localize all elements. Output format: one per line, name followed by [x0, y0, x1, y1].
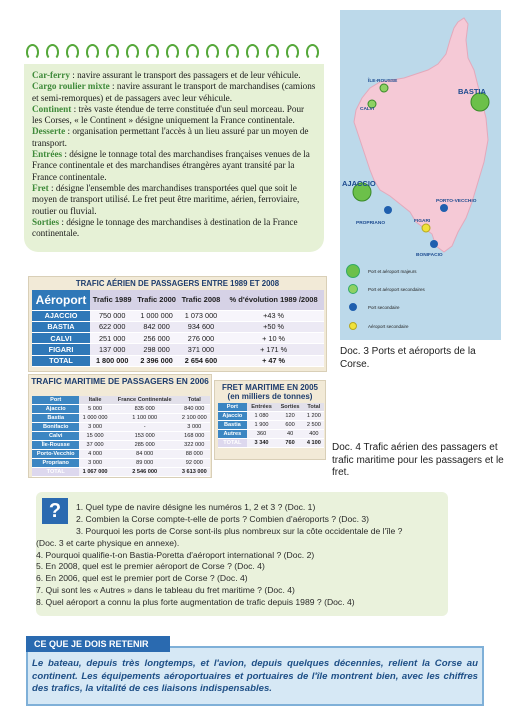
- row-label: Ajaccio: [32, 405, 79, 414]
- cell-value: 360: [247, 430, 277, 439]
- legend-row: [346, 284, 425, 294]
- city-label: BASTIA: [458, 87, 486, 96]
- table-row: [32, 310, 324, 321]
- legend-row: [346, 322, 409, 330]
- question-item: 3. Pourquoi les ports de Corse sont-ils plus nombreux sur la côte occidentale de l'île ?: [76, 526, 403, 536]
- cell-value: 2 654 600: [179, 355, 223, 366]
- table-row: [32, 405, 210, 414]
- cell-value: 400: [304, 430, 324, 439]
- cell-value: 1 067 000: [79, 467, 110, 476]
- cell-value: 835 000: [111, 405, 179, 414]
- ile-rousse-marker: [380, 84, 388, 92]
- cell-value: 4 100: [304, 439, 324, 448]
- cell-value: 298 000: [134, 344, 178, 355]
- question-item: 7. Qui sont les « Autres » dans le tableau du fret maritime ? (Doc. 4): [36, 585, 295, 595]
- cell-value: 15 000: [79, 432, 110, 441]
- column-header: % d'évolution 1989 /2008: [223, 290, 324, 310]
- cell-value: 371 000: [179, 344, 223, 355]
- cell-value: 2 100 000: [179, 414, 210, 423]
- cell-value: 256 000: [134, 333, 178, 344]
- maritime-table-title: TRAFIC MARITIME DE PASSAGERS EN 2006: [31, 376, 209, 386]
- cell-value: 1 000 000: [79, 414, 110, 423]
- question-item: (Doc. 3 et carte physique en annexe).: [36, 538, 180, 548]
- glossary-definition: : navire assurant le transport de marchandises (camions et semi-remorques) et de passagers avec leur véhicule.: [32, 81, 316, 103]
- cell-value: 1 900: [247, 421, 277, 430]
- city-label: BONIFACIO: [416, 253, 443, 258]
- cell-value: 3 000: [79, 423, 110, 432]
- cell-value: 40: [276, 430, 303, 439]
- table-row: [32, 458, 210, 467]
- row-label: Ajaccio: [218, 412, 247, 421]
- glossary-entry: [32, 149, 316, 183]
- cell-value: 88 000: [179, 449, 210, 458]
- question-item: 5. En 2008, quel est le premier aéroport de Corse ? (Doc. 4): [36, 561, 265, 571]
- table-row: [32, 449, 210, 458]
- cell-value: 2 500: [304, 421, 324, 430]
- column-header: Italie: [79, 396, 110, 405]
- spiral-ring-icon: [206, 44, 219, 60]
- cell-value: 322 000: [179, 440, 210, 449]
- column-header: France Continentale: [111, 396, 179, 405]
- cell-value: 3 340: [247, 439, 277, 448]
- city-label: PORTO-VECCHIO: [436, 199, 477, 204]
- table-row: [218, 412, 324, 421]
- doc4-caption: Doc. 4 Trafic aérien des passagers et trafic maritime pour les passagers et le fret.: [332, 442, 504, 478]
- glossary-entry: [32, 81, 316, 104]
- figari-marker: [422, 224, 430, 232]
- cell-value: 622 000: [90, 321, 134, 332]
- cell-value: 1 800 000: [90, 355, 134, 366]
- cell-value: 168 000: [179, 432, 210, 441]
- glossary-box: [24, 64, 324, 252]
- air-traffic-table-box: [28, 276, 327, 372]
- table-row: [32, 321, 324, 332]
- spiral-ring-icon: [246, 44, 259, 60]
- table-row: [32, 432, 210, 441]
- glossary-entry: [32, 70, 316, 81]
- cell-value: 137 000: [90, 344, 134, 355]
- cell-value: 600: [276, 421, 303, 430]
- legend-label: Port secondaire: [368, 304, 400, 310]
- row-label: Calvi: [32, 432, 79, 441]
- spiral-ring-icon: [146, 44, 159, 60]
- cell-value: 89 000: [111, 458, 179, 467]
- spiral-ring-icon: [226, 44, 239, 60]
- legend-label: Port et aéroport majeurs: [368, 268, 417, 274]
- header-row: [32, 290, 324, 310]
- city-label: AJACCIO: [342, 179, 376, 188]
- column-header: Trafic 2000: [134, 290, 178, 310]
- glossary-definition: : désigne l'ensemble des marchandises transportées quel que soit le moyen de transport utilisé. Le fret peut être maritime, aérien, ferroviaire, routier ou fluvial.: [32, 182, 300, 216]
- column-header: Entrées: [247, 403, 277, 412]
- glossary-term: Entrées: [32, 149, 63, 160]
- city-label: CALVI: [360, 107, 375, 112]
- table-row: [32, 344, 324, 355]
- cell-value: 37 000: [79, 440, 110, 449]
- row-label: TOTAL: [218, 439, 247, 448]
- header-row: [218, 403, 324, 412]
- airport-dot-icon: [349, 322, 357, 330]
- spiral-ring-icon: [86, 44, 99, 60]
- cell-value: 251 000: [90, 333, 134, 344]
- row-label: Propriano: [32, 458, 79, 467]
- spiral-ring-icon: [266, 44, 279, 60]
- table-row: [32, 414, 210, 423]
- question-item: 8. Quel aéroport a connu la plus forte augmentation de trafic depuis 1989 ? (Doc. 4): [36, 597, 355, 607]
- cell-value: -: [111, 423, 179, 432]
- cell-value: 1 100 000: [111, 414, 179, 423]
- glossary-term: Continent: [32, 103, 72, 114]
- summary-title: CE QUE JE DOIS RETENIR: [26, 636, 170, 652]
- cell-value: +43 %: [223, 310, 324, 321]
- question-mark-icon: ?: [42, 498, 68, 524]
- city-label: PROPRIANO: [356, 221, 386, 226]
- column-header: Aéroport: [32, 290, 90, 310]
- maritime-table-box: [28, 374, 212, 478]
- row-label: FIGARI: [32, 344, 90, 355]
- glossary-term: Cargo roulier mixte: [32, 81, 110, 92]
- cell-value: 5 000: [79, 405, 110, 414]
- cell-value: 153 000: [111, 432, 179, 441]
- row-label: AJACCIO: [32, 310, 90, 321]
- cell-value: 2 546 000: [111, 467, 179, 476]
- question-item: 2. Combien la Corse compte-t-elle de ports ? Combien d'aéroports ? (Doc. 3): [76, 514, 370, 524]
- column-header: Total: [304, 403, 324, 412]
- city-label: ÎLE-ROUSSE: [368, 79, 398, 84]
- cell-value: 2 396 000: [134, 355, 178, 366]
- glossary-term: Fret: [32, 182, 49, 193]
- cell-value: + 10 %: [223, 333, 324, 344]
- glossary-entry: [32, 183, 316, 217]
- glossary-definition: : navire assurant le transport des passagers et de leur véhicule.: [69, 70, 301, 80]
- cell-value: 842 000: [134, 321, 178, 332]
- corsica-island-svg: [340, 10, 501, 260]
- total-row: [32, 355, 324, 366]
- row-label: Bastia: [32, 414, 79, 423]
- row-label: Île-Rousse: [32, 440, 79, 449]
- propriano-marker: [384, 206, 392, 214]
- spiral-ring-icon: [286, 44, 299, 60]
- doc3-caption: Doc. 3 Ports et aéroports de la Corse.: [340, 346, 476, 370]
- question-item: 6. En 2006, quel est le premier port de Corse ? (Doc. 4): [36, 573, 248, 583]
- port-dot-icon: [349, 303, 357, 311]
- legend-row: [346, 303, 400, 311]
- column-header: Port: [218, 403, 247, 412]
- glossary-term: Sorties: [32, 216, 60, 227]
- header-row: [32, 396, 210, 405]
- column-header: Port: [32, 396, 79, 405]
- total-row: [218, 439, 324, 448]
- cell-value: +50 %: [223, 321, 324, 332]
- glossary-term: Desserte: [32, 126, 66, 137]
- cell-value: 1 073 000: [179, 310, 223, 321]
- glossary-term: Car-ferry: [32, 70, 70, 80]
- cell-value: 4 000: [79, 449, 110, 458]
- spiral-ring-icon: [66, 44, 79, 60]
- cell-value: 120: [276, 412, 303, 421]
- table-row: [32, 333, 324, 344]
- cell-value: 934 600: [179, 321, 223, 332]
- row-label: BASTIA: [32, 321, 90, 332]
- table-row: [218, 430, 324, 439]
- cell-value: 285 000: [111, 440, 179, 449]
- cell-value: 3 000: [79, 458, 110, 467]
- cell-value: 840 000: [179, 405, 210, 414]
- table-row: [32, 440, 210, 449]
- secondary-dot-icon: [348, 284, 358, 294]
- summary-text: Le bateau, depuis très longtemps, et l'avion, depuis quelques décennies, relient la Corse au continent. Les équipements aéroportuaires et portuaires de l'île montrent bien, avec les chiffres des trafics, la vitalité de ces liaisons indispensables.: [32, 658, 478, 694]
- spiral-ring-icon: [46, 44, 59, 60]
- notebook-spiral: [26, 44, 324, 66]
- spiral-ring-icon: [166, 44, 179, 60]
- legend-label: Port et aéroport secondaires: [368, 286, 425, 292]
- legend-row: [346, 264, 417, 278]
- glossary-entry: [32, 104, 316, 127]
- column-header: Trafic 1989: [90, 290, 134, 310]
- fret-table-box: [214, 380, 326, 460]
- cell-value: 3 613 000: [179, 467, 210, 476]
- glossary-definition: : organisation permettant l'accès à un lieu assuré par un moyen de transport.: [32, 126, 309, 148]
- cell-value: 760: [276, 439, 303, 448]
- maritime-table: [32, 396, 210, 477]
- glossary-definition: : très vaste étendue de terre constituée d'un seul morceau. Pour les Corses, « le Continent » désigne uniquement la France continentale.: [32, 103, 305, 126]
- cell-value: 92 000: [179, 458, 210, 467]
- column-header: Trafic 2008: [179, 290, 223, 310]
- air-traffic-table: [32, 290, 324, 367]
- glossary-definition: : désigne le tonnage des marchandises à destination de la France continentale.: [32, 216, 298, 239]
- cell-value: 3 000: [179, 423, 210, 432]
- question-item: 4. Pourquoi qualifie-t-on Bastia-Poretta d'aéroport international ? (Doc. 2): [36, 550, 315, 560]
- row-label: TOTAL: [32, 355, 90, 366]
- spiral-ring-icon: [26, 44, 39, 60]
- column-header: Sorties: [276, 403, 303, 412]
- row-label: Porto-Vecchio: [32, 449, 79, 458]
- row-label: Bonifacio: [32, 423, 79, 432]
- glossary-entry: [32, 217, 316, 240]
- cell-value: 1 200: [304, 412, 324, 421]
- porto-vecchio-marker: [440, 204, 448, 212]
- legend-label: Aéroport secondaire: [368, 323, 409, 329]
- cell-value: 750 000: [90, 310, 134, 321]
- total-row: [32, 467, 210, 476]
- island-shape: [354, 18, 488, 252]
- cell-value: + 171 %: [223, 344, 324, 355]
- spiral-ring-icon: [106, 44, 119, 60]
- fret-table: [218, 403, 324, 448]
- map-legend: [340, 258, 501, 340]
- cell-value: 1 080: [247, 412, 277, 421]
- spiral-ring-icon: [186, 44, 199, 60]
- cell-value: 1 000 000: [134, 310, 178, 321]
- city-label: FIGARI: [414, 219, 431, 224]
- glossary-entry: [32, 126, 316, 149]
- table-row: [32, 423, 210, 432]
- column-header: Total: [179, 396, 210, 405]
- table-row: [218, 421, 324, 430]
- spiral-ring-icon: [306, 44, 319, 60]
- row-label: CALVI: [32, 333, 90, 344]
- question-item: 1. Quel type de navire désigne les numéros 1, 2 et 3 ? (Doc. 1): [76, 502, 316, 512]
- cell-value: 84 000: [111, 449, 179, 458]
- air-table-title: TRAFIC AÉRIEN DE PASSAGERS ENTRE 1989 ET 2008: [75, 279, 280, 288]
- row-label: TOTAL: [32, 467, 79, 476]
- major-dot-icon: [346, 264, 360, 278]
- fret-table-title: FRET MARITIME EN 2005 (en milliers de tonnes): [221, 383, 318, 401]
- bonifacio-marker: [430, 240, 438, 248]
- glossary-definition: : désigne le tonnage total des marchandises françaises venues de la France continentale et des marchandises étrangères ayant transité par la France continentale.: [32, 149, 310, 182]
- cell-value: + 47 %: [223, 355, 324, 366]
- spiral-ring-icon: [126, 44, 139, 60]
- cell-value: 276 000: [179, 333, 223, 344]
- row-label: Autres: [218, 430, 247, 439]
- row-label: Bastia: [218, 421, 247, 430]
